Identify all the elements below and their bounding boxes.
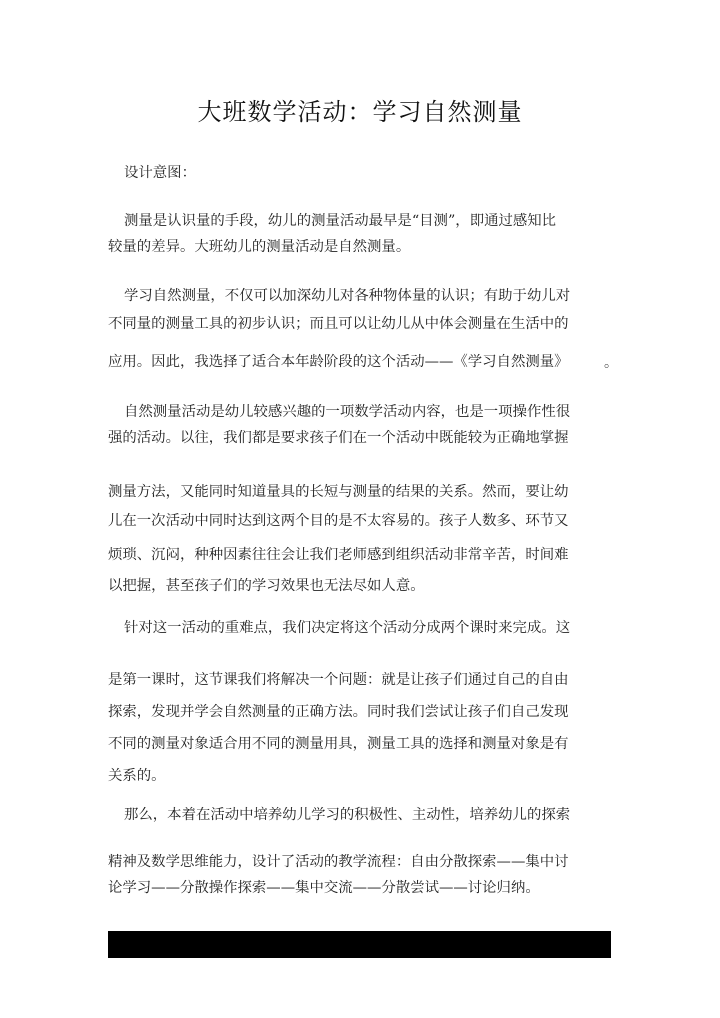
- paragraph-line: 那么，本着在活动中培养幼儿学习的积极性、主动性，培养幼儿的探索: [124, 807, 571, 823]
- paragraph-line: 自然测量活动是幼儿较感兴趣的一项数学活动内容，也是一项操作性很: [124, 404, 571, 420]
- stray-period: 。: [604, 355, 618, 371]
- paragraph-line: 关系的。: [108, 768, 166, 784]
- paragraph-line: 论学习——分散操作探索——集中交流——分散尝试——讨论归纳。: [108, 880, 540, 896]
- paragraph-line: 测量是认识量的手段，幼儿的测量活动最早是“目测”，即通过感知比: [124, 213, 557, 229]
- paragraph-line: 儿在一次活动中同时达到这两个目的是不太容易的。孩子人数多、环节又: [108, 513, 569, 529]
- paragraph-line: 探索，发现并学会自然测量的正确方法。同时我们尝试让孩子们自己发现: [108, 704, 569, 720]
- paragraph-line: 以把握，甚至孩子们的学习效果也无法尽如人意。: [108, 578, 425, 594]
- paragraph-line: 精神及数学思维能力，设计了活动的教学流程：自由分散探索——集中讨: [108, 854, 569, 870]
- paragraph-line: 不同的测量对象适合用不同的测量用具，测量工具的选择和测量对象是有: [108, 736, 569, 752]
- paragraph-line: 针对这一活动的重难点，我们决定将这个活动分成两个课时来完成。这: [124, 620, 571, 636]
- redaction-bar: [108, 931, 611, 958]
- paragraph-line: 是第一课时，这节课我们将解决一个问题：就是让孩子们通过自己的自由: [108, 672, 569, 688]
- paragraph-line: 不同量的测量工具的初步认识；而且可以让幼儿从中体会测量在生活中的: [108, 316, 569, 332]
- paragraph-line: 应用。因此，我选择了适合本年龄阶段的这个活动——《学习自然测量》: [108, 354, 569, 370]
- paragraph-line: 学习自然测量，不仅可以加深幼儿对各种物体量的认识；有助于幼儿对: [124, 288, 571, 304]
- section-heading: 设计意图：: [124, 165, 196, 181]
- document-title: 大班数学活动：学习自然测量: [197, 98, 523, 126]
- paragraph-line: 较量的差异。大班幼儿的测量活动是自然测量。: [108, 239, 411, 255]
- paragraph-line: 测量方法，又能同时知道量具的长短与测量的结果的关系。然而，要让幼: [108, 484, 569, 500]
- paragraph-line: 强的活动。以往，我们都是要求孩子们在一个活动中既能较为正确地掌握: [108, 430, 569, 446]
- paragraph-line: 烦琐、沉闷，种种因素往往会让我们老师感到组织活动非常辛苦，时间难: [108, 547, 569, 563]
